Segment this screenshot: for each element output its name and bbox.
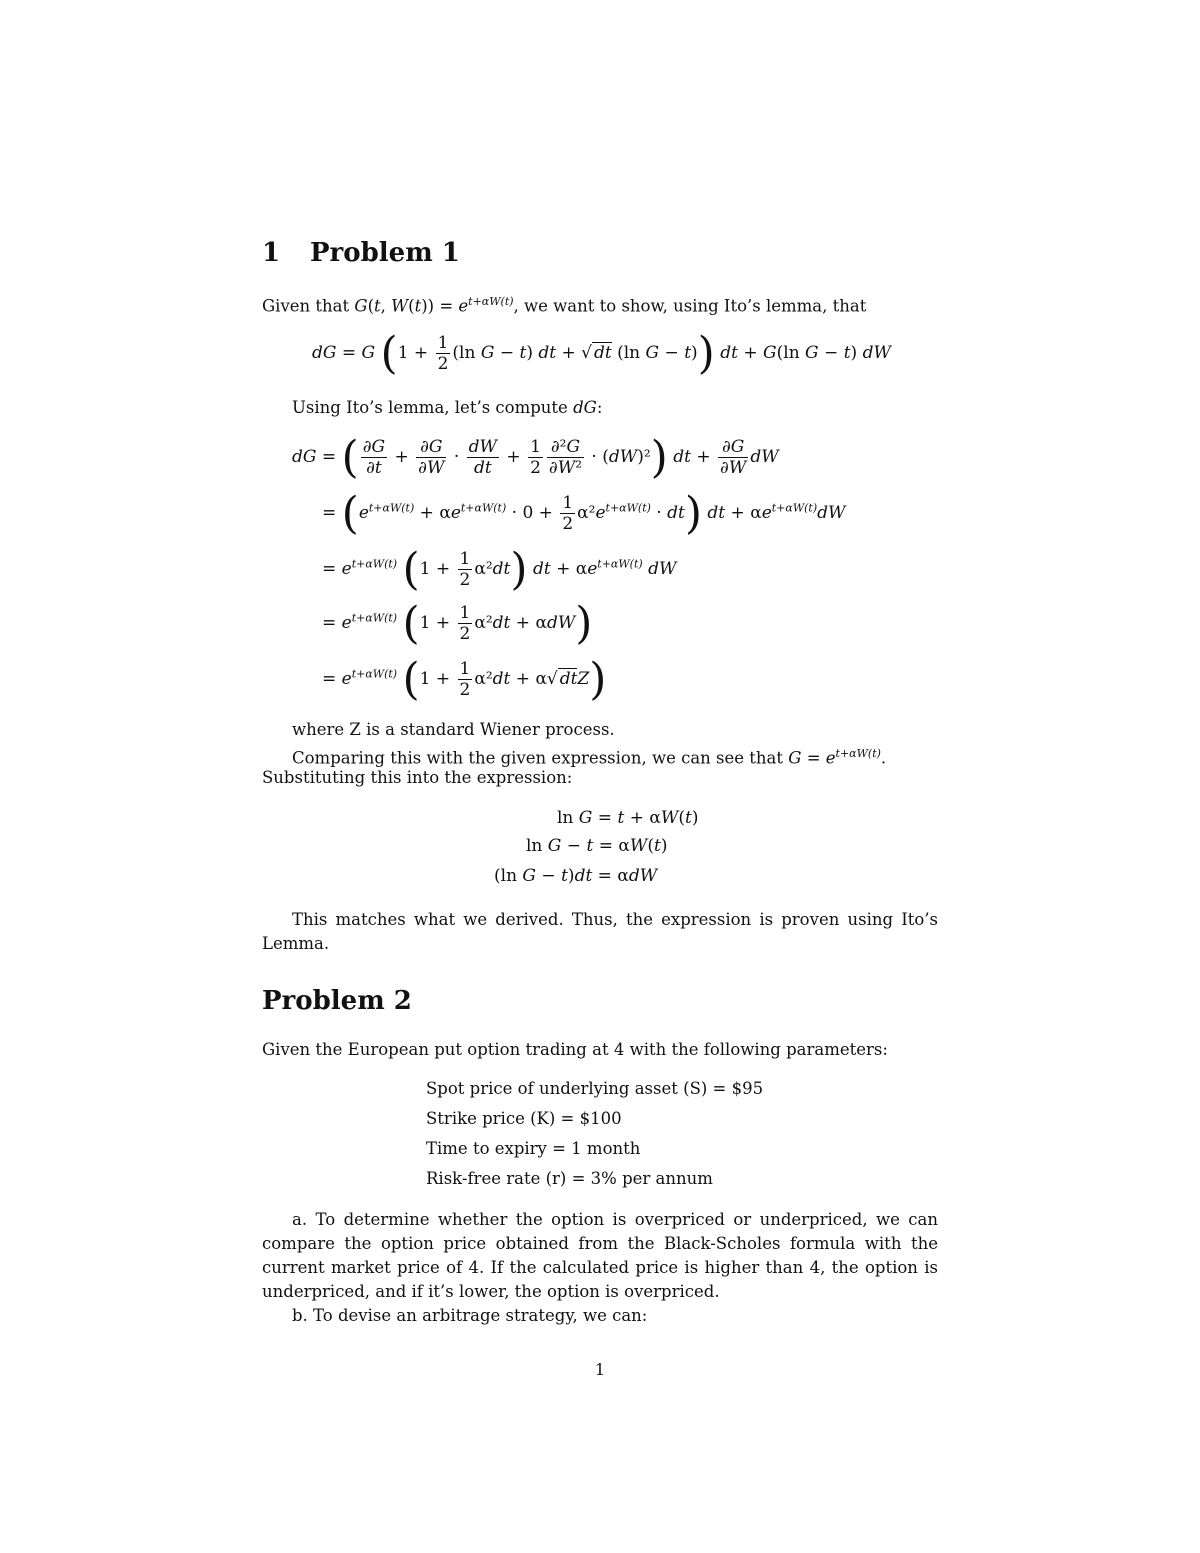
intro-paragraph: Given that G(t, $W(t)) = e^{t+\alpha W(t)}$, we want to show, using Ito’s lemma, that: [262, 295, 867, 316]
intro-suffix: , we want to show, using Ito’s lemma, that: [513, 296, 867, 316]
derivation-line-5: = $e^{t+\alpha W(t)}$ (1 + $\frac{1}{2}$ α²dt + α√ dtZ): [322, 654, 607, 705]
param-spot-price: Spot price of underlying asset (S) = $95: [426, 1079, 764, 1098]
ln-equation-1: ln G = t + αW(t): [557, 808, 699, 828]
derivation-line-2: = ($e^{t+\alpha W(t)} + \alpha e^{t+\alpha W(t)} \cdot 0$ + $\frac{1}{2}$ $\alpha^2e^{t+\alpha W(t)} \cdot dt$) dt + $\alpha e^{t+\alpha W(t)}dW$: [322, 488, 846, 539]
derivation-line-1: dG = ( $\frac{\partial G}{\partial t}$ + $\frac{\partial G}{\partial W}$ · $\frac{dW}{dt}$ + $\frac{1}{2}$ $\frac{\text{∂²G}}{\text{∂W²}}$ · (dW)²) dt + $\frac{\partial G}{\partial W}$ dW: [292, 432, 779, 483]
param-risk-free-rate: Risk-free rate (r) = 3% per annum: [426, 1169, 713, 1188]
derivation-line-3: = $e^{t+\alpha W(t)}$ (1 + $\frac{1}{2}$ α²dt) dt + $\alpha e^{t+\alpha W(t)}$ dW: [322, 544, 677, 595]
conclusion-paragraph: This matches what we derived. Thus, the expression is proven using Ito’s Lemma.: [262, 910, 938, 953]
section-2-title: Problem 2: [262, 986, 412, 1016]
using-ito-text: Using Ito’s lemma, let’s compute: [292, 398, 568, 417]
main-equation: dG = G (1 + $\frac{1}{2}$ (ln G − t) dt + √ dt (ln G − t)) dt + G(ln G − t) dW: [312, 328, 891, 379]
substituting-line: Substituting this into the expression:: [262, 768, 573, 787]
part-b-paragraph: b. To devise an arbitrage strategy, we can:: [292, 1306, 648, 1325]
ln-equation-3: (ln G − t)dt = αdW: [494, 866, 658, 886]
param-time-to-expiry: Time to expiry = 1 month: [426, 1139, 641, 1158]
part-a-paragraph: a. To determine whether the option is overpriced or underpriced, we can compare the option price obtained from the Black-Scholes formula with the current market price of 4. If the calculated price is higher than 4, the option is underpriced, and if it’s lower, the option is overpriced.: [262, 1210, 938, 1301]
using-ito-line: Using Ito’s lemma, let’s compute dG:: [292, 398, 603, 417]
section-2-heading: [262, 986, 412, 1016]
section-number: 1: [262, 238, 281, 268]
problem-2-intro: Given the European put option trading at 4 with the following parameters:: [262, 1040, 888, 1059]
comparing-text: Comparing this with the given expression, we can see that: [292, 748, 784, 768]
page-number: 1: [594, 1360, 606, 1379]
intro-prefix: Given that: [262, 296, 350, 316]
derivation-line-4: = $e^{t+\alpha W(t)}$ (1 + $\frac{1}{2}$ α²dt + αdW): [322, 598, 593, 649]
param-strike-price: Strike price (K) = $100: [426, 1109, 622, 1128]
parameter-list: [426, 1074, 763, 1194]
comparing-line: Comparing this with the given expression, we can see that $G = e^{t+\alpha W(t)}$.: [292, 747, 887, 768]
ln-equation-2: ln G − t = αW(t): [526, 836, 668, 856]
section-1-heading: [262, 238, 460, 268]
section-title: Problem 1: [310, 238, 460, 268]
where-z-line: where Z is a standard Wiener process.: [292, 720, 615, 739]
